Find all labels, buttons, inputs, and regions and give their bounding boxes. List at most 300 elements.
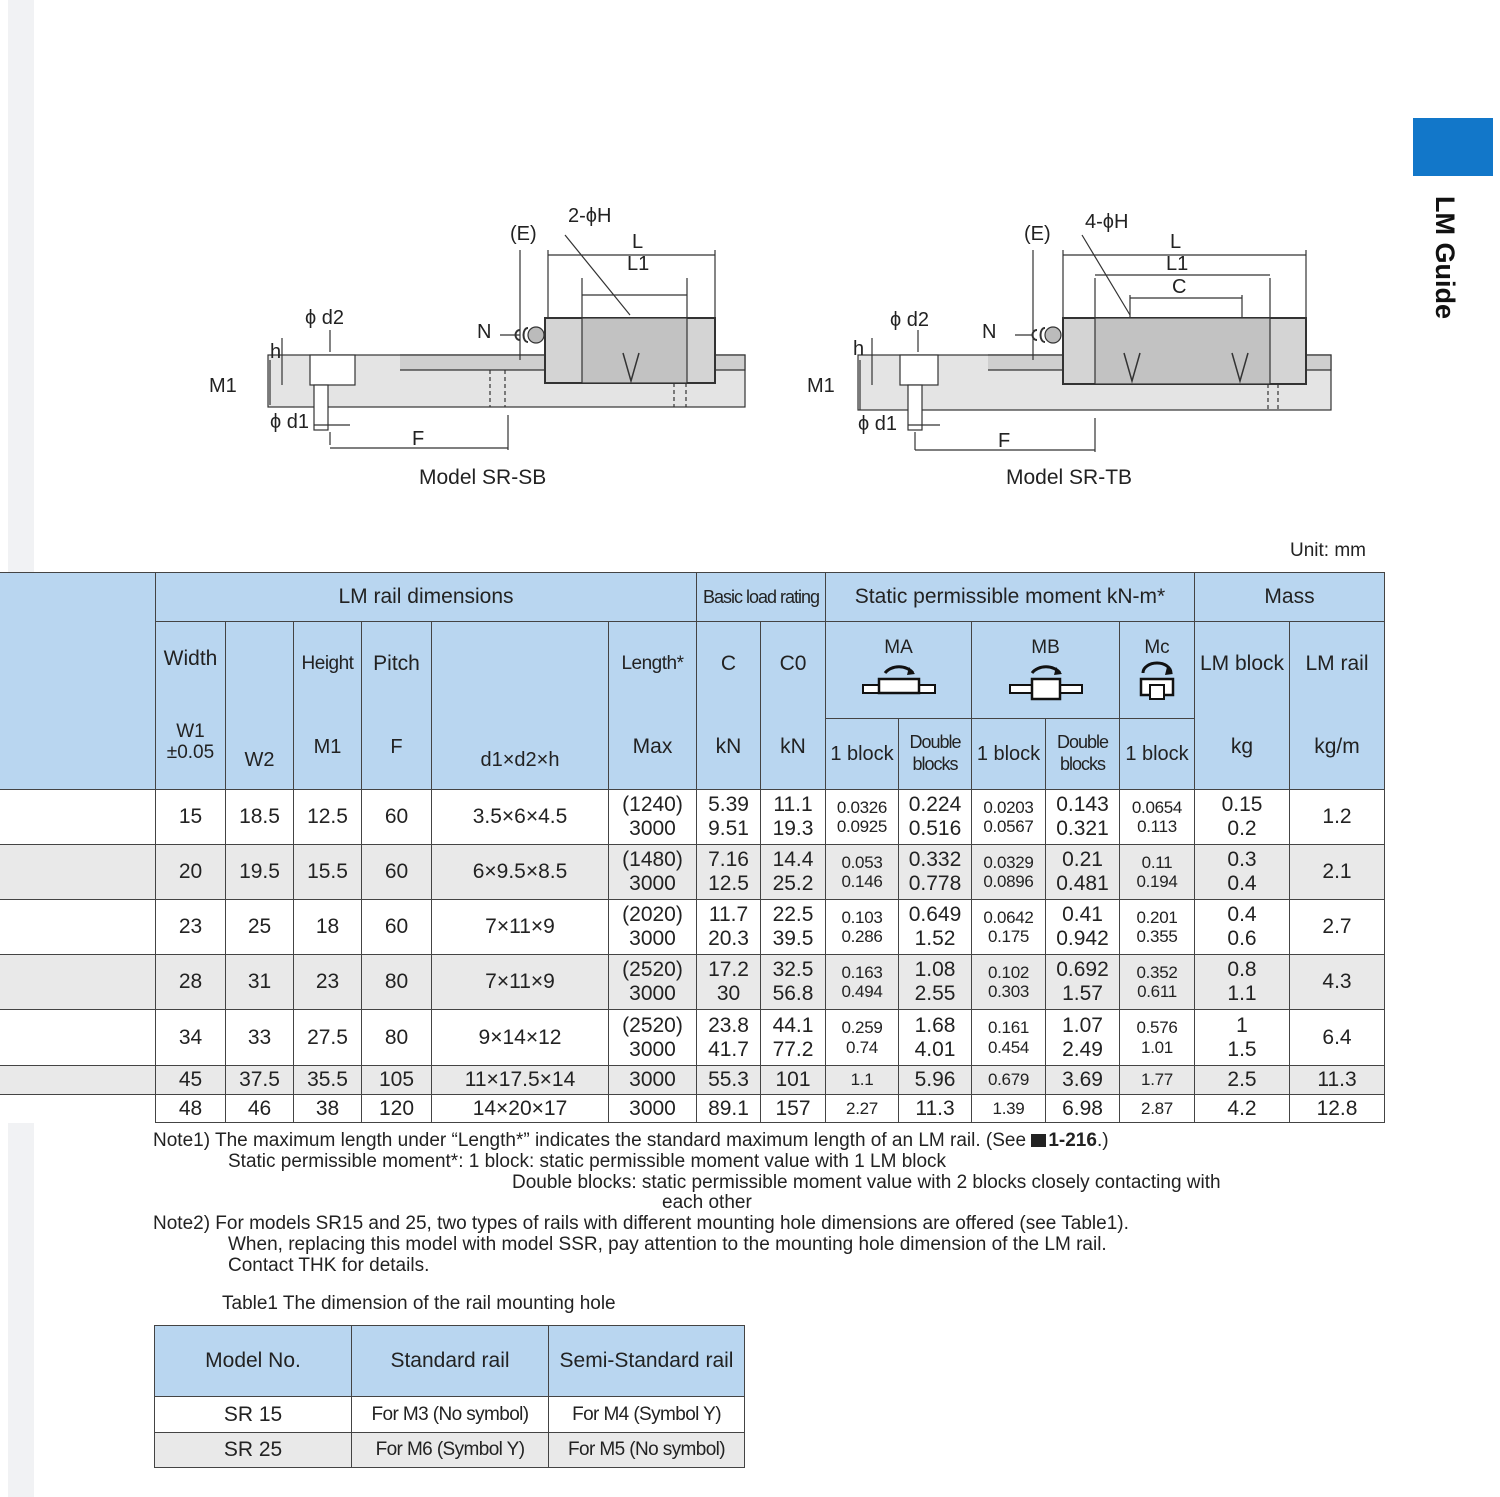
cell-len (608, 954, 696, 1009)
table1-cell: For M3 (No symbol) (351, 1396, 548, 1432)
cell-mc (1119, 789, 1194, 844)
head-ma-label: MA (884, 637, 913, 659)
cell-value: (2020) (622, 903, 683, 927)
group-basic-load-rating: Basic load rating (696, 572, 825, 621)
cell-value: 11.1 (773, 793, 813, 817)
cell-mb1 (971, 954, 1045, 1009)
cell-w1 (155, 1065, 225, 1094)
cell-value: 4.2 (1227, 1096, 1257, 1120)
cell-value: 23.8 (708, 1013, 749, 1037)
cell-value: 3000 (629, 927, 676, 950)
cell-mc (1119, 899, 1194, 954)
cell-value: 89.1 (708, 1096, 749, 1120)
cell-mb1 (971, 1094, 1045, 1123)
cell-value: 5.39 (708, 793, 749, 817)
label-e: (E) (510, 223, 537, 245)
cell-rail (1289, 1094, 1385, 1123)
cell-value: 7.16 (708, 848, 749, 872)
cell-mc (1119, 1094, 1194, 1123)
head-mb-label: MB (1031, 637, 1060, 659)
label-holes: 4-ϕH (1085, 211, 1129, 233)
cell-hole (431, 1065, 608, 1094)
label-d2: ϕ d2 (305, 307, 345, 329)
cell-value: 23 (178, 915, 203, 939)
unit-label: Unit: mm (1290, 540, 1366, 561)
cell-m1 (293, 1065, 361, 1094)
cell-value: 0.454 (987, 1037, 1030, 1057)
cell-rail (1289, 899, 1385, 954)
cell-rail (1289, 954, 1385, 1009)
cell-value: 2.87 (1141, 1098, 1173, 1118)
table1-cell: SR 25 (154, 1432, 351, 1468)
cell-mb1 (971, 844, 1045, 899)
note-1c: Double blocks: static permissible moment value with 2 blocks closely contacting with (512, 1172, 1221, 1193)
cell-value: 4.01 (914, 1037, 956, 1061)
head-mb-double: Double blocks (1045, 718, 1119, 789)
cell-value: 1.07 (1062, 1013, 1103, 1037)
cell-value: 2.49 (1062, 1037, 1103, 1061)
cell-value: 39.5 (772, 927, 814, 950)
label-d1: ϕ d1 (858, 413, 898, 435)
cell-value: 1.39 (992, 1098, 1025, 1118)
cell-value: 0.201 (1136, 907, 1178, 927)
diagram-sr-sb (190, 200, 760, 460)
model-header-cell (0, 572, 155, 789)
cell-value: 1.52 (914, 927, 956, 950)
cell-w1 (155, 789, 225, 844)
cell-m1 (293, 954, 361, 1009)
label-c: C (1172, 276, 1187, 298)
cell-c0 (760, 844, 825, 899)
cell-blk (1194, 844, 1289, 899)
cell-value: 3000 (629, 1096, 676, 1120)
cell-value: 17.2 (708, 958, 749, 982)
diagram-sr-tb (780, 200, 1350, 460)
cell-value: 0.103 (841, 907, 883, 927)
cell-value: 1.68 (914, 1013, 956, 1037)
head-width-label: Width (163, 647, 218, 671)
cell-value: 80 (384, 1025, 409, 1049)
cell-value: 0.332 (908, 848, 962, 872)
cell-ma2 (898, 1009, 971, 1065)
section-tab (1412, 196, 1462, 346)
cell-value: 6.98 (1062, 1096, 1103, 1120)
cell-value: 25.2 (772, 872, 814, 895)
cell-value: 1.77 (1141, 1070, 1173, 1090)
cell-value: 46 (247, 1096, 272, 1120)
cell-value: 38 (315, 1096, 340, 1120)
cell-len (608, 1094, 696, 1123)
cell-blk (1194, 899, 1289, 954)
cell-mc (1119, 1065, 1194, 1094)
cell-mc (1119, 1009, 1194, 1065)
section-tab-bar (1413, 118, 1493, 176)
label-holes: 2-ϕH (568, 205, 612, 227)
label-l1: L1 (627, 253, 650, 275)
cell-value: 35.5 (307, 1068, 348, 1092)
cell-value: 27.5 (307, 1025, 348, 1049)
cell-c (696, 954, 760, 1009)
head-c-unit: kN (715, 735, 742, 759)
cell-mb1 (971, 789, 1045, 844)
cell-value: 0.0654 (1131, 797, 1183, 817)
cell-f (361, 899, 431, 954)
table1-cell: For M4 (Symbol Y) (548, 1396, 745, 1432)
cell-c (696, 1065, 760, 1094)
model-band-cell (0, 899, 155, 954)
cell-ma2 (898, 1094, 971, 1123)
table1-caption: Table1 The dimension of the rail mounting hole (222, 1293, 616, 1314)
head-mc (1119, 621, 1194, 718)
label-h: h (270, 341, 282, 363)
cell-value: 0.303 (987, 982, 1030, 1001)
cell-value: 0.611 (1137, 982, 1177, 1001)
cell-value: 1.1 (1227, 982, 1257, 1005)
page-ref-icon (1031, 1134, 1046, 1147)
table1-header: Model No. (154, 1325, 351, 1396)
table1-cell: For M6 (Symbol Y) (351, 1432, 548, 1468)
head-lm-block-label: LM block (1199, 651, 1285, 675)
cell-mc (1119, 844, 1194, 899)
cell-value: 0.0642 (983, 907, 1034, 927)
cell-blk (1194, 1094, 1289, 1123)
head-height (293, 621, 361, 789)
cell-hole (431, 1009, 608, 1065)
cell-ma1 (825, 899, 898, 954)
cell-ma2 (898, 1065, 971, 1094)
cell-m1 (293, 1094, 361, 1123)
cell-ma1 (825, 1094, 898, 1123)
head-lm-rail-label: LM rail (1305, 651, 1369, 675)
cell-value: 80 (384, 970, 409, 994)
cell-value: 0.576 (1136, 1018, 1178, 1038)
head-length (608, 621, 696, 789)
label-f: F (998, 430, 1011, 452)
cell-mb1 (971, 1009, 1045, 1065)
model-band-cell (0, 1009, 155, 1065)
table1-header: Standard rail (351, 1325, 548, 1396)
cell-c (696, 899, 760, 954)
cell-value: 0.15 (1221, 793, 1263, 817)
head-hole (431, 621, 608, 789)
table1-cell: For M5 (No symbol) (548, 1432, 745, 1468)
head-mb-one: 1 block (971, 718, 1045, 789)
model-band-cell (0, 954, 155, 1009)
cell-value: 0.102 (987, 962, 1030, 982)
head-width-tol: ±0.05 (166, 741, 215, 763)
cell-ma1 (825, 954, 898, 1009)
cell-c0 (760, 954, 825, 1009)
note-1d: each other (662, 1192, 752, 1213)
cell-len (608, 899, 696, 954)
cell-value: 11.7 (708, 903, 749, 927)
cell-value: 18.5 (239, 805, 280, 829)
cell-w2 (225, 1009, 293, 1065)
cell-ma1 (825, 844, 898, 899)
cell-value: 18 (315, 915, 340, 939)
head-ma-one: 1 block (825, 718, 898, 789)
cell-w2 (225, 954, 293, 1009)
cell-f (361, 844, 431, 899)
cell-c (696, 844, 760, 899)
cell-f (361, 1065, 431, 1094)
cell-value: 120 (378, 1096, 415, 1120)
cell-value: 11.3 (915, 1096, 955, 1120)
cell-m1 (293, 789, 361, 844)
cell-w2 (225, 1094, 293, 1123)
cell-value: 0.161 (987, 1018, 1030, 1038)
cell-value: 20 (178, 860, 203, 884)
cell-w2 (225, 1065, 293, 1094)
cell-value: 3000 (629, 817, 676, 840)
cell-value: (1480) (622, 848, 683, 872)
cell-w1 (155, 844, 225, 899)
head-lm-block-unit: kg (1230, 735, 1254, 759)
cell-value: 14×20×17 (472, 1096, 568, 1120)
cell-ma2 (898, 789, 971, 844)
cell-value: 0.0326 (836, 797, 888, 817)
head-lm-rail (1289, 621, 1385, 789)
cell-ma1 (825, 1009, 898, 1065)
cell-value: 1.08 (914, 958, 956, 982)
cell-value: 19.5 (239, 860, 280, 884)
cell-mb2 (1045, 789, 1119, 844)
cell-value: 0.481 (1056, 872, 1109, 895)
cell-value: 0.494 (841, 982, 883, 1001)
head-ma-double: Double blocks (898, 718, 971, 789)
cell-value: (2520) (622, 1013, 683, 1037)
cell-mb2 (1045, 1009, 1119, 1065)
cell-value: 2.5 (1227, 1068, 1257, 1092)
cell-value: 0.8 (1227, 958, 1257, 982)
cell-value: 1 (1236, 1013, 1248, 1037)
cell-value: 28 (178, 970, 203, 994)
cell-hole (431, 844, 608, 899)
cell-f (361, 1009, 431, 1065)
cell-value: 3000 (629, 1037, 676, 1061)
cell-blk (1194, 789, 1289, 844)
head-c (696, 621, 760, 789)
note-2b: When, replacing this model with model SSR, pay attention to the mounting hole dimension of the LM rail. (228, 1234, 1107, 1255)
cell-c0 (760, 899, 825, 954)
label-h: h (853, 338, 865, 360)
note-1b: Static permissible moment*: 1 block: static permissible moment value with 1 LM block (228, 1151, 947, 1172)
cell-rail (1289, 1065, 1385, 1094)
cell-len (608, 1009, 696, 1065)
model-band-cell (0, 844, 155, 899)
cell-value: 1.57 (1062, 982, 1103, 1005)
cell-mb2 (1045, 1094, 1119, 1123)
cell-m1 (293, 899, 361, 954)
cell-value: 2.55 (914, 982, 956, 1005)
moment-ma-icon (859, 659, 939, 703)
cell-value: 3.69 (1062, 1068, 1103, 1092)
table1-cell: SR 15 (154, 1396, 351, 1432)
cell-value: 60 (384, 805, 409, 829)
note-1-text: Note1) The maximum length under “Length*” indicates the standard maximum length of an LM rail. (See (153, 1130, 1032, 1151)
group-rail-dimensions: LM rail dimensions (155, 572, 696, 621)
cell-value: 0.146 (841, 872, 883, 891)
head-c-label: C (720, 651, 737, 675)
cell-w2 (225, 844, 293, 899)
cell-value: 32.5 (772, 958, 814, 982)
cell-len (608, 1065, 696, 1094)
head-hole-sym: d1×d2×h (480, 748, 560, 771)
cell-value: 0.194 (1136, 872, 1178, 891)
cell-f (361, 1094, 431, 1123)
label-m1: M1 (209, 375, 237, 397)
cell-value: 41.7 (708, 1037, 749, 1061)
head-lm-rail-unit: kg/m (1314, 735, 1360, 759)
cell-value: 34 (178, 1025, 203, 1049)
cell-c0 (760, 1065, 825, 1094)
head-mb (971, 621, 1119, 718)
cell-value: 0.0567 (983, 817, 1034, 836)
cell-f (361, 789, 431, 844)
cell-value: 56.8 (772, 982, 814, 1005)
cell-hole (431, 789, 608, 844)
cell-value: 0.352 (1136, 962, 1178, 982)
cell-mb1 (971, 899, 1045, 954)
cell-value: 2.7 (1322, 915, 1352, 939)
model-band-cell (0, 1065, 155, 1094)
cell-m1 (293, 1009, 361, 1065)
cell-value: 0.692 (1056, 958, 1109, 982)
cell-value: 1.5 (1227, 1037, 1257, 1061)
cell-value: 0.2 (1227, 817, 1257, 840)
cell-value: 2.1 (1322, 860, 1352, 884)
cell-value: 4.3 (1322, 970, 1352, 994)
cell-mb2 (1045, 1065, 1119, 1094)
note-1-ref[interactable]: 1-216 (1048, 1130, 1097, 1151)
head-ma (825, 621, 971, 718)
moment-mc-icon (1135, 659, 1179, 703)
cell-value: 0.649 (908, 903, 962, 927)
cell-value: 0.778 (908, 872, 962, 895)
head-w2 (225, 621, 293, 789)
cell-value: 0.259 (841, 1018, 883, 1038)
cell-value: 0.175 (987, 927, 1030, 946)
cell-value: 22.5 (772, 903, 814, 927)
cell-value: 0.0925 (836, 817, 888, 836)
table1-header: Semi-Standard rail (548, 1325, 745, 1396)
cell-hole (431, 899, 608, 954)
cell-value: 45 (178, 1068, 203, 1092)
cell-value: 0.4 (1227, 872, 1257, 895)
cell-value: 1.1 (850, 1070, 874, 1090)
cell-ma1 (825, 789, 898, 844)
cell-value: 2.27 (846, 1098, 878, 1118)
diagram-caption-sr-tb: Model SR-TB (1006, 466, 1133, 489)
cell-ma2 (898, 954, 971, 1009)
label-d1: ϕ d1 (270, 411, 310, 433)
cell-m1 (293, 844, 361, 899)
cell-w1 (155, 1094, 225, 1123)
head-c0-label: C0 (779, 651, 807, 675)
cell-value: (1240) (622, 793, 683, 817)
cell-value: 5.96 (914, 1068, 956, 1092)
cell-value: 25 (247, 915, 272, 939)
moment-mb-icon (1006, 659, 1086, 703)
cell-value: (2520) (622, 958, 683, 982)
cell-value: 33 (247, 1025, 272, 1049)
cell-mc (1119, 954, 1194, 1009)
cell-blk (1194, 1065, 1289, 1094)
cell-value: 0.0203 (983, 797, 1034, 817)
note-2c: Contact THK for details. (228, 1255, 430, 1276)
cell-value: 11.3 (1317, 1068, 1357, 1092)
cell-len (608, 844, 696, 899)
section-tab-label: LM Guide (1430, 196, 1460, 319)
head-c0-unit: kN (780, 735, 806, 759)
label-n: N (982, 321, 997, 343)
cell-blk (1194, 954, 1289, 1009)
cell-value: 44.1 (772, 1013, 814, 1037)
cell-value: 0.163 (841, 962, 883, 982)
cell-value: 0.516 (908, 817, 962, 840)
cell-value: 15.5 (307, 860, 348, 884)
cell-value: 15 (178, 805, 203, 829)
cell-value: 105 (378, 1068, 415, 1092)
cell-value: 0.41 (1062, 903, 1103, 927)
cell-mb2 (1045, 899, 1119, 954)
label-d2: ϕ d2 (890, 309, 930, 331)
head-mc-label: Mc (1144, 637, 1170, 659)
cell-rail (1289, 789, 1385, 844)
cell-w2 (225, 899, 293, 954)
cell-value: 48 (178, 1096, 203, 1120)
cell-value: 9.51 (708, 817, 749, 840)
cell-value: 11×17.5×14 (464, 1068, 576, 1092)
head-width (155, 621, 225, 789)
cell-value: 1.2 (1322, 805, 1352, 829)
cell-ma2 (898, 844, 971, 899)
head-mc-one: 1 block (1119, 718, 1194, 789)
cell-mb2 (1045, 844, 1119, 899)
cell-value: 3000 (629, 982, 676, 1005)
cell-w1 (155, 954, 225, 1009)
cell-hole (431, 954, 608, 1009)
cell-value: 6.4 (1322, 1025, 1352, 1049)
cell-c (696, 1009, 760, 1065)
cell-c0 (760, 1094, 825, 1123)
cell-value: 0.6 (1227, 927, 1257, 950)
cell-mb1 (971, 1065, 1045, 1094)
cell-value: 31 (247, 970, 272, 994)
cell-value: 37.5 (239, 1068, 280, 1092)
cell-value: 0.113 (1137, 817, 1177, 836)
cell-w1 (155, 899, 225, 954)
label-f: F (412, 428, 425, 450)
cell-value: 12.8 (1316, 1096, 1358, 1120)
cell-value: 3000 (629, 872, 676, 895)
cell-value: 1.01 (1141, 1037, 1173, 1057)
label-l1: L1 (1166, 253, 1189, 275)
cell-c0 (760, 789, 825, 844)
cell-value: 7×11×9 (485, 970, 555, 994)
cell-value: 0.3 (1227, 848, 1257, 872)
cell-value: 0.0896 (983, 872, 1034, 891)
model-band-cell (0, 1094, 155, 1123)
cell-value: 101 (775, 1068, 811, 1092)
cell-ma2 (898, 899, 971, 954)
cell-value: 12.5 (307, 805, 348, 829)
cell-value: 55.3 (708, 1068, 749, 1092)
head-c0 (760, 621, 825, 789)
label-n: N (477, 321, 492, 343)
cell-value: 14.4 (772, 848, 814, 872)
cell-blk (1194, 1009, 1289, 1065)
